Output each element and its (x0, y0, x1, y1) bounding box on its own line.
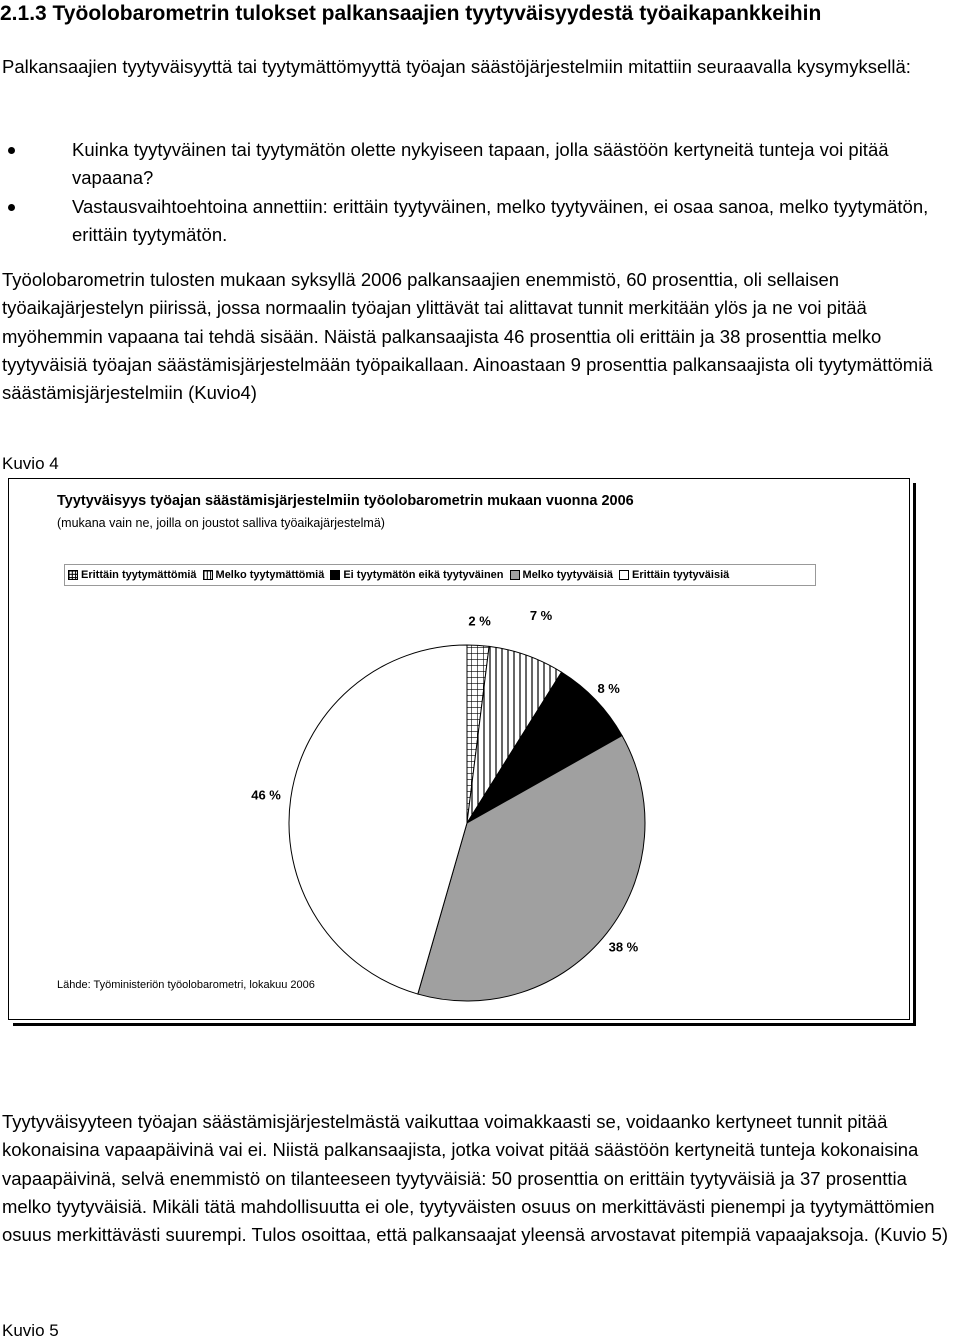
chart-title: Tyytyväisyys työajan säästämisjärjestelmiin työolobarometrin mukaan vuonna 2006 (57, 493, 634, 509)
slice-label: 46 % (251, 787, 281, 803)
legend-label: Melko tyytyväisiä (522, 569, 614, 581)
legend-label: Ei tyytymätön eikä tyytyväinen (343, 569, 504, 581)
chart-subtitle: (mukana vain ne, joilla on joustot salliva työaikajärjestelmä) (57, 516, 385, 530)
slice-label: 38 % (608, 939, 639, 955)
legend-label: Erittäin tyytyväisiä (632, 569, 730, 581)
bullet-icon (8, 147, 15, 154)
figure-4-label: Kuvio 4 (2, 454, 59, 473)
question-text: Kuinka tyytyväinen tai tyytymätön olette nykyiseen tapaan, jolla säästöön kertyneitä tunteja voi pitää vapaana? (72, 139, 889, 189)
legend-label: Melko tyytymättömiä (215, 569, 325, 581)
answer-options-item (0, 193, 957, 250)
intro-paragraph: Palkansaajien tyytyväisyyttä tai tyytymättömyyttä työajan säästöjärjestelmiin mitattiin seuraavalla kysymyksellä: (2, 56, 911, 77)
chart-source: Lähde: Työministeriön työolobarometri, lokakuu 2006 (57, 979, 315, 991)
section-heading: 2.1.3 Työolobarometrin tulokset palkansaajien tyytyväisyydestä työaikapankkeihin (0, 2, 822, 25)
slice-label: 8 % (597, 680, 620, 696)
pie-chart-svg (9, 479, 909, 1019)
question-list (0, 136, 960, 249)
slice-label: 7 % (529, 608, 553, 624)
bullet-icon (8, 204, 15, 211)
answer-options-text: Vastausvaihtoehtoina annettiin: erittäin tyytyväinen, melko tyytyväinen, ei osaa sanoa, melko tyytymätön, erittäin tyytymätön. (72, 195, 929, 245)
legend-label: Erittäin tyytymättömiä (81, 569, 197, 581)
pie-chart-figure (8, 478, 910, 1020)
conclusion-paragraph: Tyytyväisyyteen työajan säästämisjärjestelmästä vaikuttaa voimakkaasti se, voidaanko kertyneet tunnit pitää kokonaisina vapaapäivinä vai ei. Niistä palkansaajista, jotka voivat pitää säästöön kertyneitä tunteja kokonaisina vapaapäivinä, selvä enemmistö on tilanteeseen tyytyväisiä: 50 prosenttia on erittäin tyytyväisiä ja 37 prosenttia melko tyytyväisiä. Mikäli tätä mahdollisuutta ei ole, tyytyväisten osuus on merkittävästi pienempi ja tyytymättömien osuus merkittävästi suurempi. Tulos osoittaa, että palkansaajat yleensä arvostavat pitempiä vapaajaksoja. (Kuvio 5) (2, 1111, 949, 1246)
results-paragraph: Työolobarometrin tulosten mukaan syksyllä 2006 palkansaajien enemmistö, 60 prosenttia, oli sellaisen työaikajärjestelyn piirissä, jossa normaalin työajan ylittävät tai alittavat tunnit merkitään ylös ja ne voi pitää myöhemmin vapaana tai tehdä sisään. Näistä palkansaajista 46 prosenttia oli erittäin ja 38 prosenttia melko tyytyväisiä työajan säästämisjärjestelmään työpaikallaan. Ainoastaan 9 prosenttia palkansaajista oli tyytymättömiä säästämisjärjestelmiin (Kuvio4) (2, 269, 933, 404)
slice-label: 2 % (468, 613, 491, 629)
figure-5-label: Kuvio 5 (2, 1321, 59, 1340)
question-item (0, 136, 957, 193)
